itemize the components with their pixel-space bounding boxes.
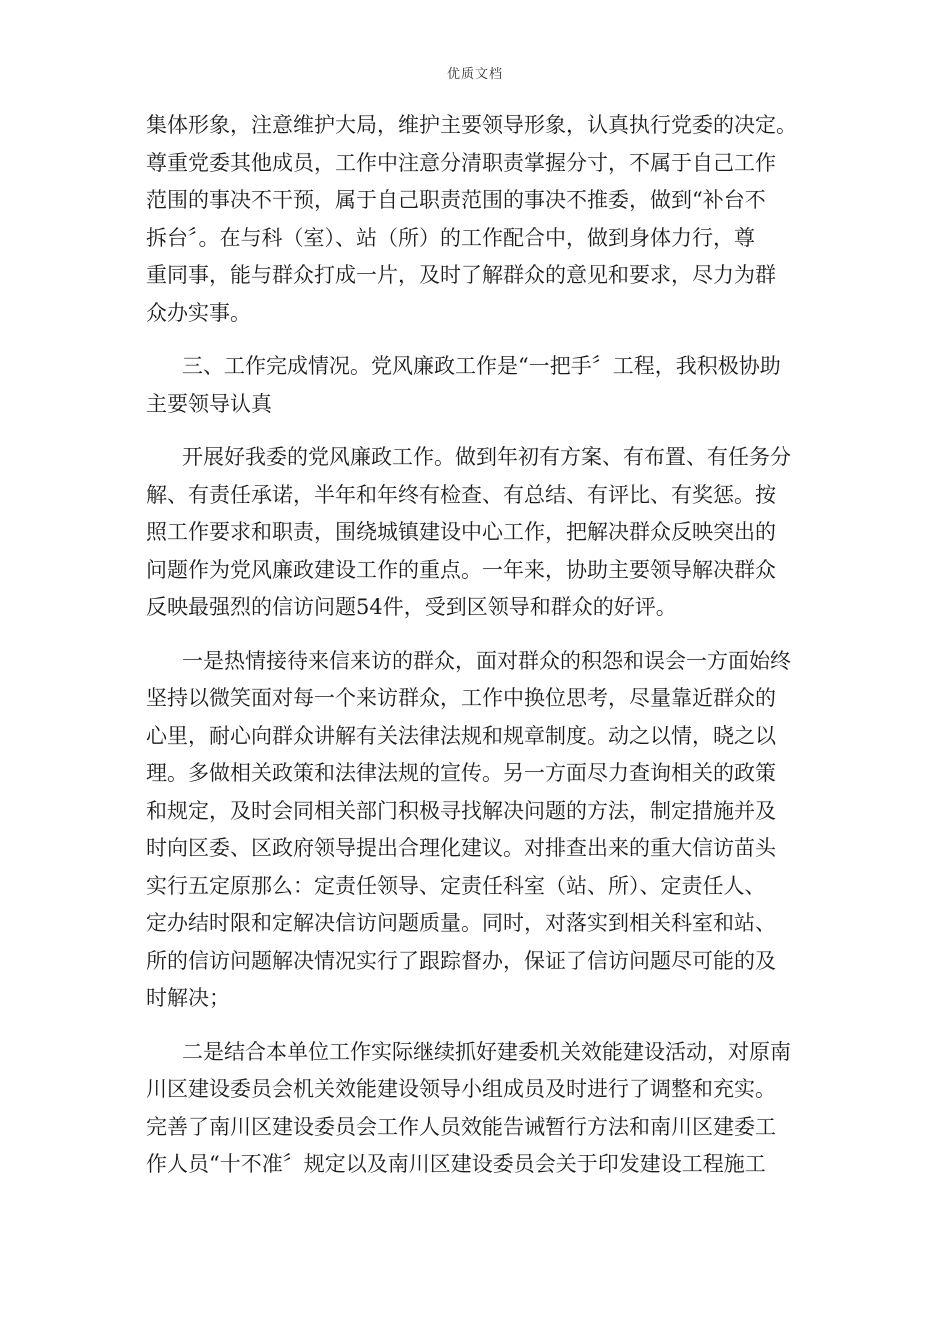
text-line: 所的信访问题解决情况实行了跟踪督办，保证了信访问题尽可能的及 [146, 948, 776, 973]
text-line: 二是结合本单位工作实际继续抓好建委机关效能建设活动，对原南 [182, 1039, 791, 1064]
text-line: 解、有责任承诺，半年和年终有检查、有总结、有评比、有奖惩。按 [146, 482, 776, 507]
paragraph-gap [146, 423, 806, 439]
paragraph-gap [146, 332, 806, 348]
text-line: 川区建设委员会机关效能建设领导小组成员及时进行了调整和充实。 [146, 1077, 776, 1101]
paragraph-5 [146, 1034, 806, 1184]
text-line: 尊重党委其他成员，工作中注意分清职责掌握分寸，不属于自己工作 [146, 150, 776, 175]
text-line: 实行五定原那么：定责任领导、定责任科室（站、所）、定责任人、 [146, 873, 766, 898]
text-line: 和规定，及时会同相关部门积极寻找解决问题的方法，制定措施并及 [146, 798, 776, 823]
text-line: 心里，耐心向群众讲解有关法律法规和规章制度。动之以情，晓之以 [146, 723, 776, 748]
text-line: 范围的事决不干预，属于自己职责范围的事决不推委，做到“补台不 [146, 188, 766, 212]
text-line: 定办结时限和定解决信访问题质量。同时，对落实到相关科室和站、 [146, 911, 776, 935]
text-line: 重同事，能与群众打成一片，及时了解群众的意见和要求，尽力为群 [146, 263, 776, 287]
paragraph-2 [146, 348, 806, 423]
text-line: 众办实事。 [146, 300, 251, 325]
page-header: 优质文档 [446, 67, 503, 82]
text-line: 理。多做相关政策和法律法规的宣传。另一方面尽力查询相关的政策 [146, 761, 776, 785]
text-line: 问题作为党风廉政建设工作的重点。一年来，协助主要领导解决群众 [146, 557, 776, 582]
paragraph-4 [146, 643, 806, 1018]
text-line: 坚持以微笑面对每一个来访群众，工作中换位思考，尽量靠近群众的 [146, 686, 776, 710]
text-line: 三、工作完成情况。党风廉政工作是“一把手〞工程，我积极协助 [182, 354, 781, 378]
text-line: 时解决； [146, 986, 230, 1010]
paragraph-1 [146, 107, 806, 332]
text-line: 开展好我委的党风廉政工作。做到年初有方案、有布置、有任务分 [182, 445, 791, 469]
text-line: 主要领导认真 [146, 391, 272, 416]
text-line: 拆台〞。在与科（室）、站（所）的工作配合中，做到身体力行，尊 [146, 225, 755, 250]
paragraph-3 [146, 439, 806, 627]
paragraph-gap [146, 1018, 806, 1034]
text-line: 时向区委、区政府领导提出合理化建议。对排查出来的重大信访苗头 [146, 836, 776, 860]
text-line: 一是热情接待来信来访的群众，面对群众的积怨和误会一方面始终 [182, 648, 791, 673]
text-line: 作人员“十不准〞规定以及南川区建设委员会关于印发建设工程施工 [146, 1152, 766, 1176]
text-line: 集体形象，注意维护大局，维护主要领导形象，认真执行党委的决定。 [146, 113, 797, 137]
document-body [146, 107, 806, 1184]
text-line: 反映最强烈的信访问题54件，受到区领导和群众的好评。 [146, 595, 677, 619]
text-line: 完善了南川区建设委员会工作人员效能告诫暂行方法和南川区建委工 [146, 1114, 776, 1139]
paragraph-gap [146, 627, 806, 643]
text-line: 照工作要求和职责，围绕城镇建设中心工作，把解决群众反映突出的 [146, 520, 776, 544]
